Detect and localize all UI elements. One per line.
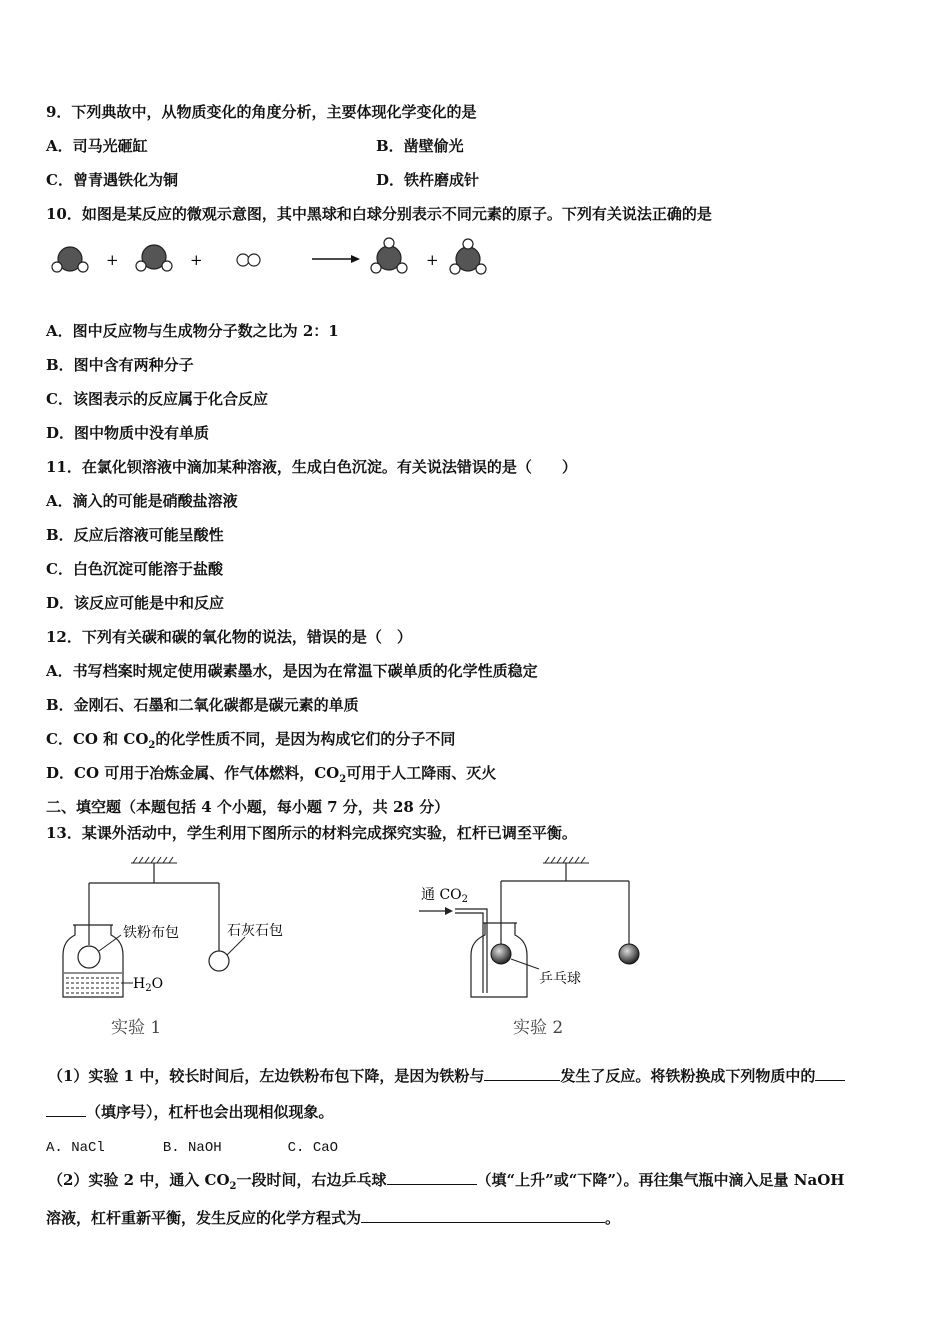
q11-stem: 11．在氯化钡溶液中滴加某种溶液，生成白色沉淀。有关说法错误的是（ ） [46, 458, 577, 476]
plus-sign-2: + [190, 251, 203, 269]
plus-sign-1: + [106, 251, 119, 269]
product-molecule-1 [371, 238, 407, 273]
q12-option-c: C．CO 和 $CO_2$的化学性质不同，是因为构成它们的分子不同 [46, 730, 456, 751]
q12-option-a: A．书写档案时规定使用碳素墨水，是因为在常温下碳单质的化学性质稳定 [46, 662, 538, 680]
option-b: B. NaOH [162, 1140, 222, 1156]
reactant-molecule-2 [136, 245, 172, 271]
label-iron-bag: 铁粉布包 [123, 925, 179, 941]
q9-option-b: B．凿壁偷光 [376, 137, 464, 155]
q12-option-d: D．CO 可用于冶炼金属、作气体燃料，$CO_2$可用于人工降雨、灭火 [46, 764, 497, 785]
label-lime-bag: 石灰石包 [227, 923, 283, 939]
q10-stem: 10．如图是某反应的微观示意图，其中黑球和白球分别表示不同元素的原子。下列有关说法正确的是 [46, 205, 712, 223]
product-molecule-2 [450, 239, 486, 274]
experiment-2-figure [415, 855, 655, 1045]
q10-option-c: C．该图表示的反应属于化合反应 [46, 390, 268, 408]
caption-experiment-1: 实验 1 [111, 1018, 162, 1038]
reactant-molecule-3 [237, 254, 260, 266]
q10-reaction-diagram [40, 235, 510, 285]
caption-experiment-2: 实验 2 [513, 1018, 564, 1038]
plus-sign-3: + [426, 251, 439, 269]
q9-stem: 9．下列典故中，从物质变化的角度分析，主要体现化学变化的是 [46, 103, 477, 121]
q10-option-d: D．图中物质中没有单质 [46, 424, 210, 442]
q13-part1-line1: （1）实验 1 中，较长时间后，左边铁粉布包下降，是因为铁粉与 发生了反应。将铁粉换成下列物质中的 [48, 1066, 845, 1086]
q13-stem: 13．某课外活动中，学生利用下图所示的材料完成探究实验，杠杆已调至平衡。 [46, 824, 577, 842]
q13-part1-line2: （填序号），杠杆也会出现相似现象。 [46, 1102, 334, 1122]
label-ping-pong-ball: 乒乓球 [539, 971, 581, 987]
q9-option-d: D．铁杵磨成针 [376, 171, 480, 189]
option-c: C. CaO [287, 1140, 339, 1156]
q11-option-a: A．滴入的可能是硝酸盐溶液 [46, 492, 238, 510]
q9-option-a: A．司马光砸缸 [46, 137, 148, 155]
answer-blank-4[interactable] [361, 1208, 605, 1223]
answer-blank-1[interactable] [484, 1066, 560, 1081]
label-gas-inlet: 通 $CO_2$ [421, 887, 469, 905]
answer-blank-2a[interactable] [815, 1066, 845, 1081]
q11-option-b: B．反应后溶液可能呈酸性 [46, 526, 224, 544]
reactant-molecule-1 [52, 247, 88, 272]
reaction-arrow [312, 255, 360, 263]
q11-option-c: C．白色沉淀可能溶于盐酸 [46, 560, 223, 578]
q13-part2-line2: 溶液，杠杆重新平衡，发生反应的化学方程式为 。 [46, 1209, 621, 1227]
q12-stem: 12．下列有关碳和碳的氧化物的说法，错误的是（ ） [46, 628, 412, 646]
q13-part1-options [46, 1138, 338, 1158]
q12-option-b: B．金刚石、石墨和二氧化碳都是碳元素的单质 [46, 696, 359, 714]
experiment-1-figure [55, 855, 315, 1045]
label-water: $H_2O$ [133, 976, 164, 994]
answer-blank-2b[interactable] [46, 1102, 86, 1117]
q10-option-b: B．图中含有两种分子 [46, 356, 194, 374]
q13-part2-line1: （2）实验 2 中，通入 $CO_2$一段时间，右边乒乓球 （填“上升”或“下降”）。再往集气瓶中滴入足量 NaOH [48, 1171, 845, 1192]
answer-blank-3[interactable] [387, 1170, 477, 1185]
section-heading: 二、填空题（本题包括 4 个小题，每小题 7 分，共 28 分） [46, 798, 450, 816]
q9-option-c: C．曾青遇铁化为铜 [46, 171, 178, 189]
option-a: A. NaCl [46, 1140, 105, 1156]
q11-option-d: D．该反应可能是中和反应 [46, 594, 225, 612]
q10-option-a: A．图中反应物与生成物分子数之比为 2：1 [46, 322, 339, 340]
